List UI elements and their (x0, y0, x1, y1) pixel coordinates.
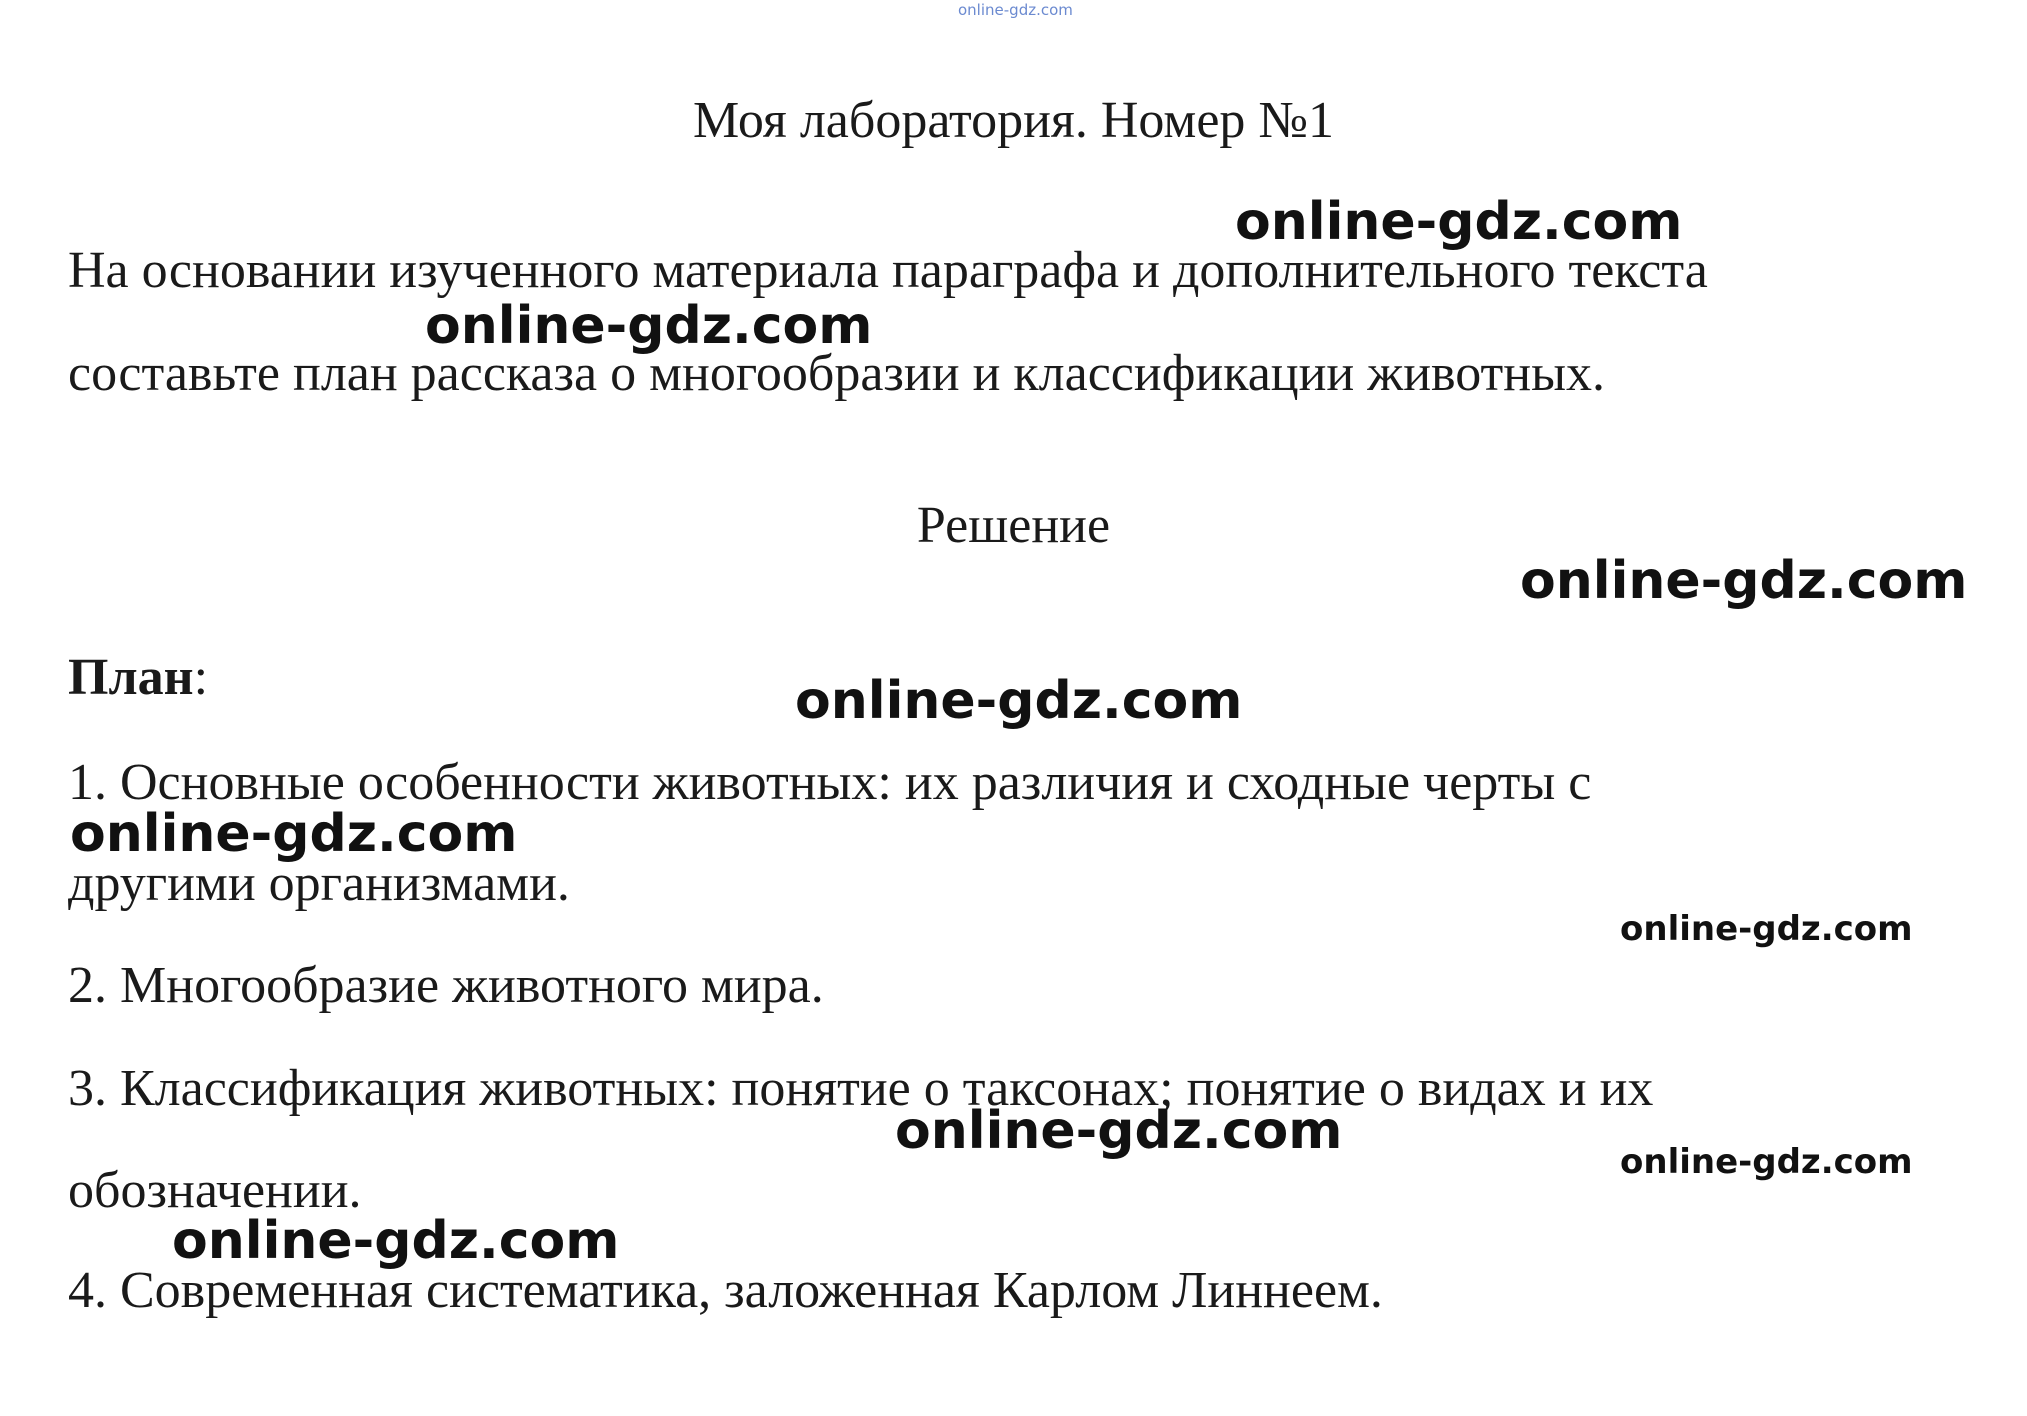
plan-item-1-line-2: другими организмами. (68, 855, 570, 912)
watermark-small: online-gdz.com (1620, 1142, 1913, 1182)
task-line-2: составьте план рассказа о многообразии и классификации животных. (68, 345, 1606, 402)
plan-item-1-line-1: 1. Основные особенности животных: их различия и сходные черты с (68, 754, 1592, 811)
watermark-top-small: online-gdz.com (958, 1, 1073, 19)
plan-item-3-line-2: обозначении. (68, 1162, 362, 1219)
plan-heading (68, 649, 209, 706)
watermark-small: online-gdz.com (1620, 909, 1913, 949)
task-line-1: На основании изученного материала параграфа и дополнительного текста (68, 242, 1708, 299)
watermark: online-gdz.com (70, 804, 518, 864)
plan-item-2: 2. Многообразие животного мира. (68, 957, 824, 1014)
solution-heading: Решение (916, 497, 1111, 554)
watermark: online-gdz.com (1235, 192, 1683, 252)
watermark: online-gdz.com (895, 1101, 1343, 1161)
watermark: online-gdz.com (425, 296, 873, 356)
plan-item-4: 4. Современная систематика, заложенная Карлом Линнеем. (68, 1262, 1383, 1319)
watermark: online-gdz.com (1520, 551, 1968, 611)
plan-item-3-line-1: 3. Классификация животных: понятие о таксонах; понятие о видах и их (68, 1060, 1654, 1117)
plan-colon: : (193, 649, 209, 706)
watermark: online-gdz.com (172, 1211, 620, 1271)
page-title: Моя лаборатория. Номер №1 (692, 92, 1335, 149)
plan-label: План (68, 649, 194, 706)
watermark: online-gdz.com (795, 671, 1243, 731)
